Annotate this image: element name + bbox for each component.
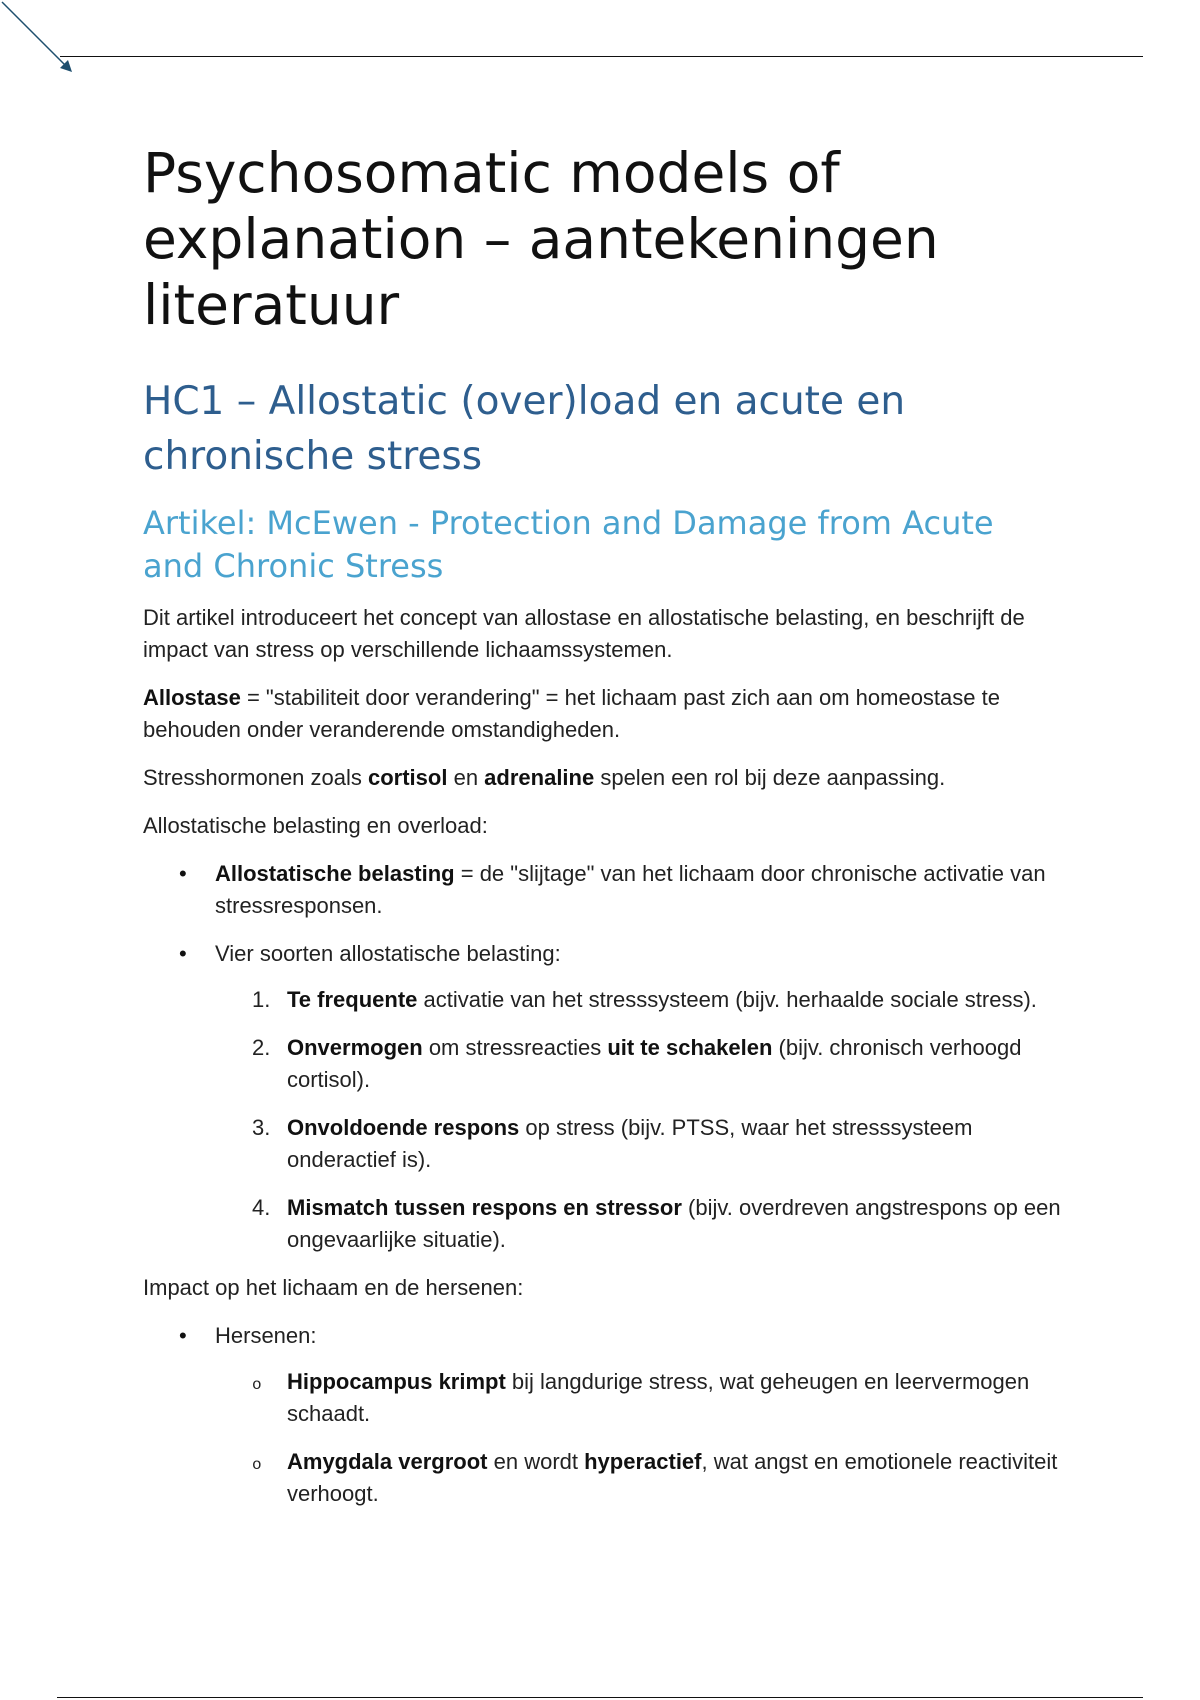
- hormones-text: en: [447, 765, 485, 790]
- impact-bullet-list: [143, 1320, 1063, 1510]
- list-item: [215, 1192, 1063, 1256]
- list-item: [215, 1112, 1063, 1176]
- brain-text: en wordt: [487, 1449, 585, 1474]
- load-section-label: Allostatische belasting en overload:: [143, 813, 488, 838]
- number-marker: 4.: [252, 1195, 271, 1220]
- corner-arrow-mark: [0, 0, 80, 80]
- allostase-term: Allostase: [143, 685, 241, 710]
- bullet-marker: •: [179, 941, 187, 966]
- adrenaline-term: adrenaline: [484, 765, 595, 790]
- hormones-text: spelen een rol bij deze aanpassing.: [594, 765, 946, 790]
- type-text: om stressreacties: [422, 1035, 608, 1060]
- bullet-marker: •: [179, 1323, 187, 1348]
- type-term: uit te schakelen: [607, 1035, 773, 1060]
- document-title: Psychosomatic models of explanation – aantekeningen literatuur: [143, 141, 939, 337]
- list-item: [215, 1366, 1063, 1430]
- type-term: Onvermogen: [287, 1035, 423, 1060]
- load-types-list: [215, 984, 1063, 1256]
- load-bullet-list: [143, 858, 1063, 1256]
- impact-section-label: Impact op het lichaam en de hersenen:: [143, 1275, 524, 1300]
- allostase-paragraph: [143, 682, 1063, 746]
- type-text: op stress (bijv. PTSS, waar het stresssysteem onderactief is).: [287, 1115, 973, 1172]
- list-item: [215, 1032, 1063, 1096]
- header-rule: [60, 56, 1143, 57]
- list-item: [215, 984, 1063, 1016]
- article-heading: Artikel: McEwen - Protection and Damage from Acute and Chronic Stress: [143, 504, 994, 585]
- brain-label: Hersenen:: [215, 1323, 317, 1348]
- sub-bullet-marker: o: [252, 1456, 262, 1474]
- number-marker: 3.: [252, 1115, 271, 1140]
- list-item: [143, 938, 1063, 1256]
- list-item: [143, 1320, 1063, 1510]
- type-term: Te frequente: [287, 987, 418, 1012]
- type-text: activatie van het stresssysteem (bijv. herhaalde sociale stress).: [417, 987, 1037, 1012]
- type-text: (bijv. overdreven angstrespons op een ongevaarlijke situatie).: [287, 1195, 1061, 1252]
- cortisol-term: cortisol: [368, 765, 448, 790]
- brain-sub-list: [215, 1366, 1063, 1510]
- brain-term: Amygdala vergroot: [287, 1449, 488, 1474]
- load-types-label: Vier soorten allostatische belasting:: [215, 941, 561, 966]
- hormones-paragraph: [143, 762, 1063, 794]
- brain-term: Hippocampus krimpt: [287, 1369, 506, 1394]
- type-term: Mismatch tussen respons en stressor: [287, 1195, 682, 1220]
- load-definition: = de "slijtage" van het lichaam door chronische activatie van stressresponsen.: [215, 861, 1046, 918]
- type-text: (bijv. chronisch verhoogd cortisol).: [287, 1035, 1022, 1092]
- document-page: [143, 140, 1063, 1526]
- allostase-definition: = "stabiliteit door verandering" = het lichaam past zich aan om homeostase te behouden onder veranderende omstandigheden.: [143, 685, 1000, 742]
- intro-paragraph: Dit artikel introduceert het concept van allostase en allostatische belasting, en beschrijft de impact van stress op verschillende lichaamssystemen.: [143, 605, 1025, 662]
- load-term: Allostatische belasting: [215, 861, 455, 886]
- bullet-marker: •: [179, 861, 187, 886]
- brain-term: hyperactief: [584, 1449, 702, 1474]
- brain-text: , wat angst en emotionele reactiviteit verhoogt.: [287, 1449, 1058, 1506]
- lecture-heading: HC1 – Allostatic (over)load en acute en chronische stress: [143, 379, 906, 479]
- number-marker: 2.: [252, 1035, 271, 1060]
- list-item: [215, 1446, 1063, 1510]
- number-marker: 1.: [252, 987, 271, 1012]
- sub-bullet-marker: o: [252, 1376, 262, 1394]
- hormones-text: Stresshormonen zoals: [143, 765, 368, 790]
- type-term: Onvoldoende respons: [287, 1115, 520, 1140]
- list-item: [143, 858, 1063, 922]
- footer-rule: [57, 1697, 1143, 1698]
- brain-text: bij langdurige stress, wat geheugen en leervermogen schaadt.: [287, 1369, 1030, 1426]
